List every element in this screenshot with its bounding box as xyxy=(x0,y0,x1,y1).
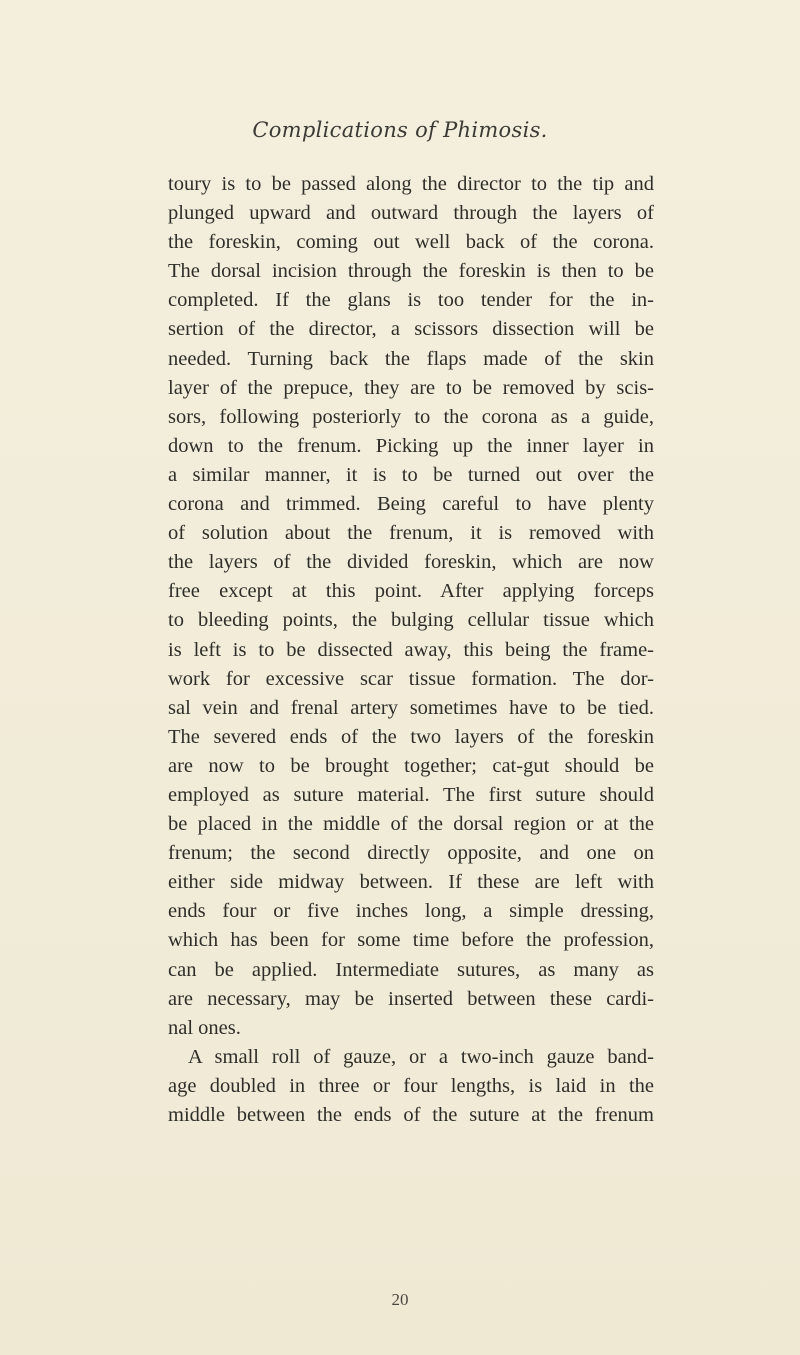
text-line: work for excessive scar tissue formation. The dor- xyxy=(168,667,654,690)
text-line: are now to be brought together; cat-gut should be xyxy=(168,754,654,777)
text-line: is left is to be dissected away, this being the frame- xyxy=(168,638,654,661)
text-line: be placed in the middle of the dorsal region or at the xyxy=(168,813,654,836)
text-line: toury is to be passed along the director to the tip and xyxy=(168,173,654,195)
page-number: 20 xyxy=(391,1290,409,1309)
text-line: A small roll of gauze, or a two-inch gauze band- xyxy=(188,1045,654,1068)
text-line: free except at this point. After applying forceps xyxy=(168,580,654,603)
text-line: are necessary, may be inserted between these cardi- xyxy=(168,987,654,1010)
text-line: age doubled in three or four lengths, is laid in the xyxy=(168,1074,654,1097)
text-line: employed as suture material. The first suture should xyxy=(168,783,654,806)
text-line: of solution about the frenum, it is removed with xyxy=(168,522,654,545)
text-line: to bleeding points, the bulging cellular tissue which xyxy=(168,609,654,632)
text-line: a similar manner, it is to be turned out over the xyxy=(168,463,654,486)
text-line: sertion of the director, a scissors dissection will be xyxy=(168,318,654,341)
text-line: frenum; the second directly opposite, and one on xyxy=(168,842,654,865)
text-line: the layers of the divided foreskin, which are now xyxy=(168,551,654,574)
text-line: completed. If the glans is too tender for the in- xyxy=(168,289,654,312)
text-line: either side midway between. If these are left with xyxy=(168,871,654,894)
paragraph-1 xyxy=(168,170,654,1043)
text-line: The severed ends of the two layers of the foreskin xyxy=(168,725,654,748)
running-head: Complications of Phimosis. xyxy=(252,118,548,142)
text-line: needed. Turning back the flaps made of the skin xyxy=(168,347,654,370)
text-line: layer of the prepuce, they are to be removed by scis- xyxy=(168,376,654,399)
text-line: corona and trimmed. Being careful to have plenty xyxy=(168,493,654,516)
body-text xyxy=(168,170,654,1130)
text-line: down to the frenum. Picking up the inner layer in xyxy=(168,434,654,457)
paragraph-2 xyxy=(168,1043,654,1130)
text-line: sal vein and frenal artery sometimes have to be tied. xyxy=(168,696,654,719)
text-line: sors, following posteriorly to the corona as a guide, xyxy=(168,405,654,428)
text-line: the foreskin, coming out well back of the corona. xyxy=(168,231,654,254)
text-line: plunged upward and outward through the layers of xyxy=(168,202,654,225)
text-line: middle between the ends of the suture at the frenum xyxy=(168,1104,654,1126)
text-line: The dorsal incision through the foreskin is then to be xyxy=(168,260,654,283)
text-line: nal ones. xyxy=(168,1016,241,1039)
text-line: can be applied. Intermediate sutures, as many as xyxy=(168,958,654,981)
text-line: which has been for some time before the profession, xyxy=(168,929,654,952)
text-line: ends four or five inches long, a simple dressing, xyxy=(168,900,654,923)
